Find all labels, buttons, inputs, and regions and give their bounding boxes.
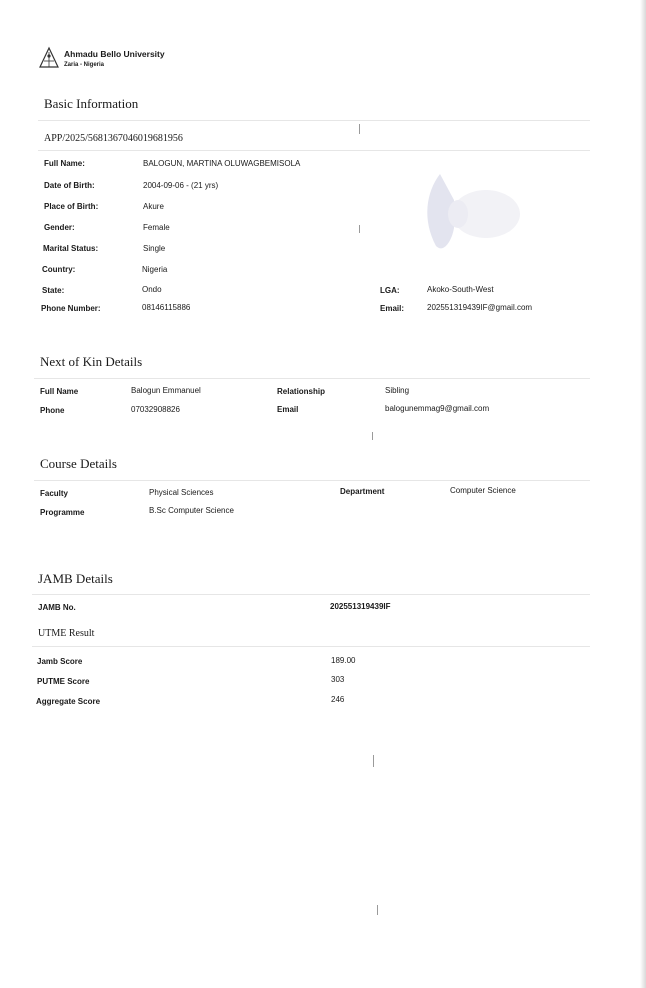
divider <box>32 646 590 647</box>
field-label-place-of-birth: Place of Birth: <box>44 202 99 211</box>
scan-mark <box>359 124 360 134</box>
jamb-score-label: Jamb Score <box>37 657 83 666</box>
jamb-heading: JAMB Details <box>38 571 113 586</box>
field-value-marital-status: Single <box>143 244 166 253</box>
lga-value: Akoko-South-West <box>427 285 494 294</box>
field-label-dob: Date of Birth: <box>44 181 95 190</box>
kin-phone-label: Phone <box>40 406 65 415</box>
field-label-marital-status: Marital Status: <box>43 244 99 253</box>
field-label-phone: Phone Number: <box>41 304 101 313</box>
divider <box>38 150 590 151</box>
department-value: Computer Science <box>450 486 516 495</box>
kin-email-value: balogunemmag9@gmail.com <box>385 404 490 413</box>
kin-name-value: Balogun Emmanuel <box>131 386 201 395</box>
passport-photo <box>418 170 528 270</box>
field-value-state: Ondo <box>142 285 162 294</box>
kin-relationship-value: Sibling <box>385 386 410 395</box>
divider <box>38 120 590 121</box>
scan-mark <box>373 755 374 767</box>
university-logo <box>38 46 60 70</box>
jamb-score-value: 189.00 <box>331 656 356 665</box>
jamb-no-label: JAMB No. <box>38 603 76 612</box>
field-label-state: State: <box>42 286 65 295</box>
application-number: APP/2025/5681367046019681956 <box>44 133 183 144</box>
university-name: Ahmadu Bello University <box>64 49 165 59</box>
kin-phone-value: 07032908826 <box>131 405 180 414</box>
basic-info-heading: Basic Information <box>44 96 139 111</box>
page-edge-shadow <box>640 0 646 988</box>
divider <box>34 480 590 481</box>
field-value-full-name: BALOGUN, MARTINA OLUWAGBEMISOLA <box>143 159 301 168</box>
aggregate-score-label: Aggregate Score <box>36 697 101 706</box>
jamb-no-value: 202551319439IF <box>330 602 391 611</box>
field-value-dob: 2004-09-06 - (21 yrs) <box>143 181 219 190</box>
putme-score-value: 303 <box>331 675 345 684</box>
faculty-label: Faculty <box>40 489 69 498</box>
email-value: 202551319439IF@gmail.com <box>427 303 533 312</box>
putme-score-label: PUTME Score <box>37 677 90 686</box>
scan-mark <box>359 225 360 233</box>
email-label: Email: <box>380 304 405 313</box>
kin-email-label: Email <box>277 405 299 414</box>
divider <box>34 378 590 379</box>
divider <box>32 594 590 595</box>
utme-result-heading: UTME Result <box>38 628 95 639</box>
field-label-gender: Gender: <box>44 223 75 232</box>
logo-icon <box>38 46 60 70</box>
programme-value: B.Sc Computer Science <box>149 506 234 515</box>
lga-label: LGA: <box>380 286 400 295</box>
course-heading: Course Details <box>40 456 117 471</box>
university-location: Zaria - Nigeria <box>64 62 105 68</box>
field-label-full-name: Full Name: <box>44 159 85 168</box>
field-value-country: Nigeria <box>142 265 168 274</box>
department-label: Department <box>340 487 385 496</box>
aggregate-score-value: 246 <box>331 695 345 704</box>
kin-relationship-label: Relationship <box>277 387 326 396</box>
faculty-value: Physical Sciences <box>149 488 214 497</box>
kin-heading: Next of Kin Details <box>40 354 143 369</box>
scan-mark <box>377 905 378 915</box>
field-value-place-of-birth: Akure <box>143 202 164 211</box>
kin-name-label: Full Name <box>40 387 79 396</box>
programme-label: Programme <box>40 508 85 517</box>
field-label-country: Country: <box>42 265 76 274</box>
field-value-gender: Female <box>143 223 170 232</box>
field-value-phone: 08146115886 <box>142 303 191 312</box>
scan-mark <box>372 432 373 440</box>
